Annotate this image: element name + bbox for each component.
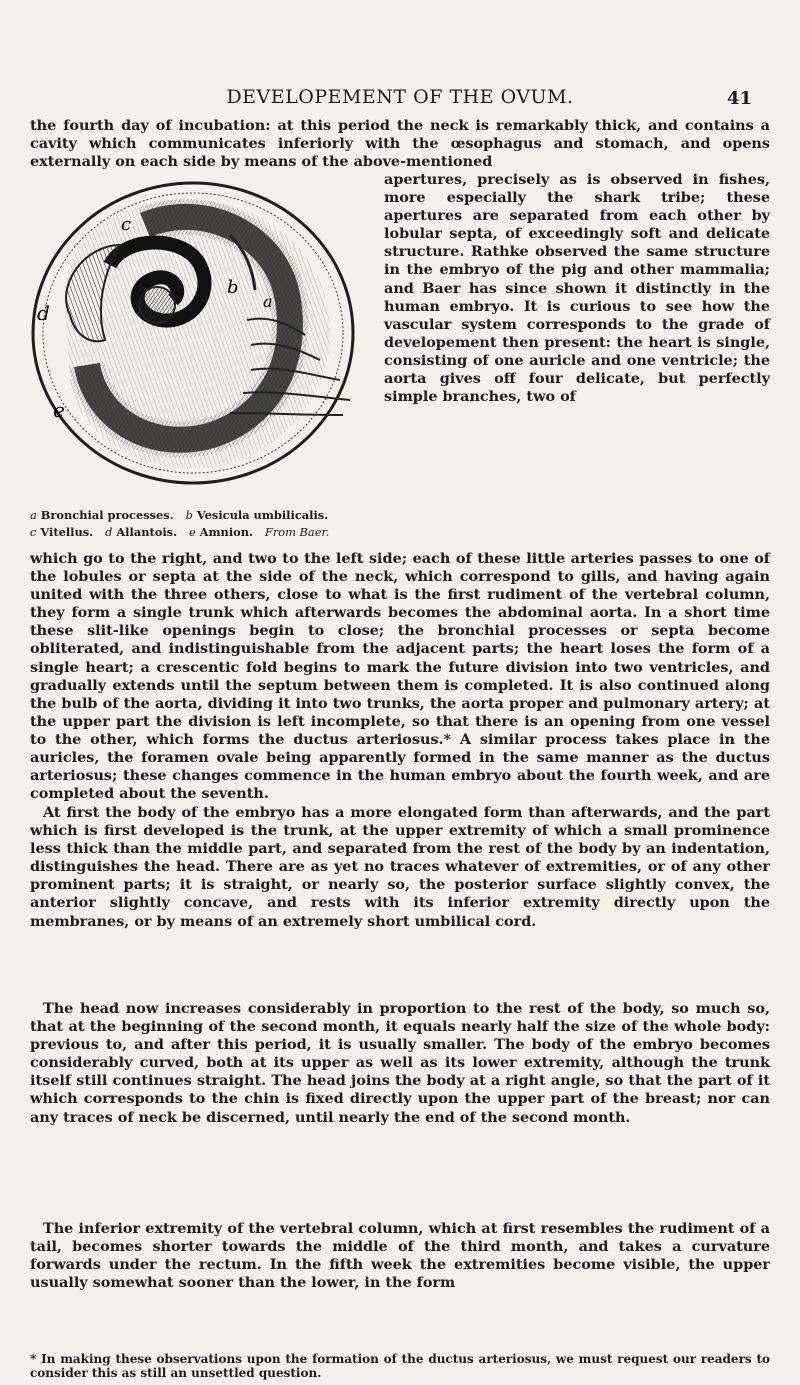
intro-text: the fourth day of incubation: at this period the neck is remarkably thick, and contains a cavity which communicates inferiorly with the œsophagus and stomach, and opens externally on each side by means of the above-mentioned (30, 117, 770, 171)
caption-entry: Vesicula umbilicalis. (196, 508, 329, 522)
figure-label-e: e (53, 398, 65, 422)
paragraph-2: At first the body of the embryo has a more elongated form than afterwards, and the part which is first developed is the trunk, at the upper extremity of which a small prominence less thick than the middle part, and separated from the rest of the body by an indentation, distinguishes the head. There are as yet no traces whatever of extremities, or of any other prominent parts; it is straight, or nearly so, the posterior surface slightly convex, the anterior slightly concave, and rests with its inferior extremity directly upon the membranes, or by means of an extremely short umbilical cord. (30, 804, 770, 930)
caption-entry: Allantois. (116, 525, 178, 539)
caption-letter: a (30, 508, 37, 522)
paragraph-3: The head now increases considerably in proportion to the rest of the body, so much so, that at the beginning of the second month, it equals nearly half the size of the whole body: previous to, and after this period, it is usually smaller. The body of the embryo becomes considerably curved, both at its upper as well as its lower extremity, although the trunk itself still continues straight. The head joins the body at a right angle, so that the part of it which corresponds to the chin is fixed directly upon the upper part of the breast; nor can any traces of neck be discerned, until nearly the end of the second month. (30, 1000, 770, 1126)
caption-entry: Vitellus. (40, 525, 94, 539)
caption-letter: e (188, 525, 196, 539)
caption-letter: b (185, 508, 193, 522)
figure-credit: From Baer. (264, 525, 330, 539)
footnote: * In making these observations upon the formation of the ductus arteriosus, we must request our readers to consider this as still an unsettled question. (30, 1352, 770, 1380)
figure-label-a: a (263, 292, 273, 311)
caption-letter: d (105, 525, 113, 539)
caption-entry: Amnion. (199, 525, 254, 539)
figure-label-b: b (227, 277, 239, 298)
caption-letter: c (30, 525, 37, 539)
figure-label-d: d (37, 301, 50, 325)
embryo-figure (25, 175, 377, 505)
caption-entry: Bronchial processes. (40, 508, 174, 522)
figure-label-c: c (121, 214, 132, 235)
page-header (30, 86, 770, 116)
figure-caption-line1 (30, 507, 380, 523)
page-number: 41 (726, 88, 752, 109)
running-head: DEVELOPEMENT OF THE OVUM. (226, 86, 574, 108)
wrap-text: apertures, precisely as is observed in fishes, more especially the shark tribe; these apertures are separated from each other by lobular septa, of exceedingly soft and delicate structure. Rathke observed the same structure in the embryo of the pig and other mammalia; and Baer has since shown it distinctly in the human embryo. It is curious to see how the vascular system corresponds to the grade of developement then present: the heart is single, consisting of one auricle and one ventricle; the aorta gives off four delicate, but perfectly simple branches, two of (384, 171, 770, 406)
paragraph-4: The inferior extremity of the vertebral column, which at first resembles the rudiment of a tail, becomes shorter towards the middle of the third month, and takes a curvature forwards under the rectum. In the fifth week the extremities become visible, the upper usually somewhat sooner than the lower, in the form (30, 1220, 770, 1292)
paragraph-1-continued: which go to the right, and two to the left side; each of these little arteries passes to one of the lobules or septa at the side of the neck, which correspond to gills, and having again united with the three others, close to what is the first rudiment of the vertebral column, they form a single trunk which afterwards becomes the abdominal aorta. In a short time these slit-like openings begin to close; the bronchial processes or septa become obliterated, and indistinguishable from the adjacent parts; the heart loses the form of a single heart; a crescentic fold begins to mark the future division into two ventricles, and gradually extends until the septum between them is completed. It is also continued along the bulb of the aorta, dividing it into two trunks, the aorta proper and pulmonary artery; at the upper part the division is left incomplete, so that there is an opening from one vessel to the other, which forms the ductus arteriosus.* A similar process takes place in the auricles, the foramen ovale being apparently formed in the same manner as the ductus arteriosus; these changes commence in the human embryo about the fourth week, and are completed about the seventh. (30, 550, 770, 803)
figure-caption-line2 (30, 524, 380, 540)
